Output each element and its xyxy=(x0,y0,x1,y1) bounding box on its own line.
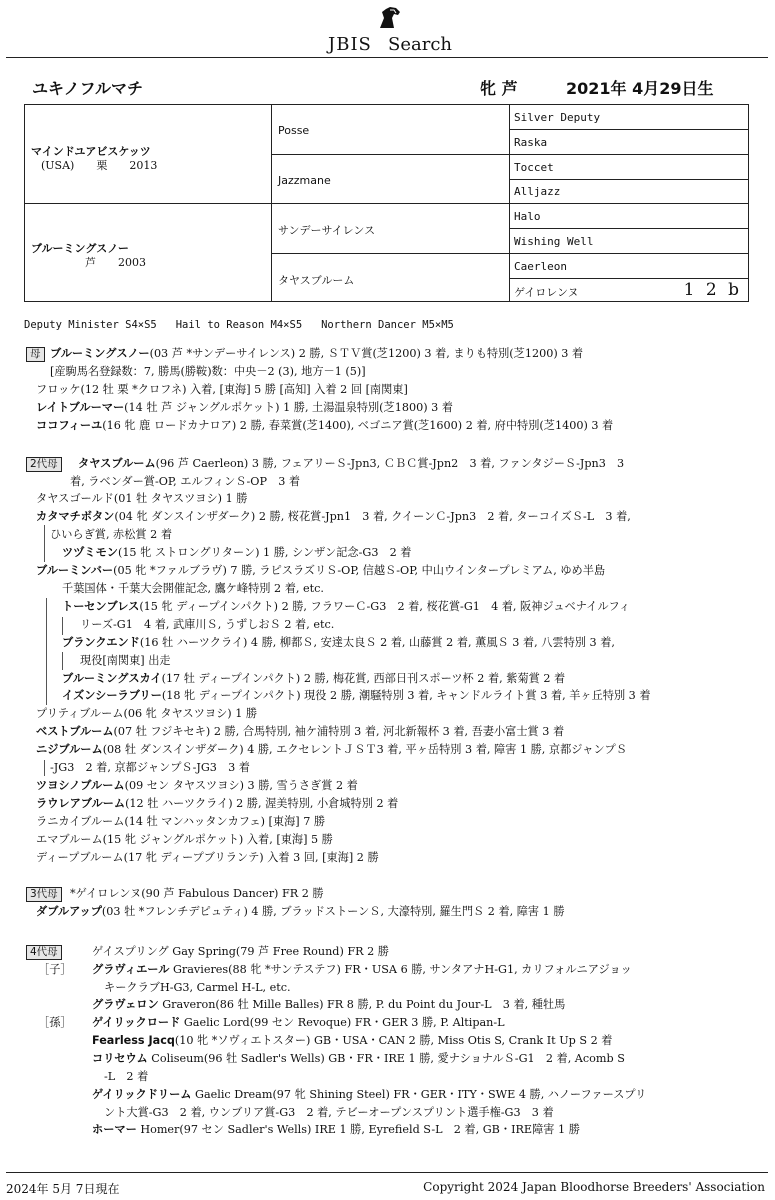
family-horse-record: 千葉国体・千葉大会開催記念, 鷹ケ峰特別 2 着, etc. xyxy=(62,582,324,595)
family-horse-record: (03 芦 *サンデーサイレンス) 2 勝, ＳＴＶ賞(芝1200) 3 着, まりも特別(芝1200) 3 着 xyxy=(149,347,584,360)
family-line xyxy=(36,510,631,524)
family-line xyxy=(62,582,324,596)
family-line xyxy=(36,851,379,865)
family-horse-record: ゲイスプリング Gay Spring(79 芦 Free Round) FR 2 勝 xyxy=(92,945,389,958)
family-line xyxy=(62,600,630,614)
family-horse-name[interactable]: レイトブルーマー xyxy=(36,401,125,414)
pedigree-gen3-cell xyxy=(510,279,748,302)
family-line xyxy=(36,779,358,793)
pedigree-gen3-cell xyxy=(510,155,748,180)
pedigree-gen3-name: Wishing Well xyxy=(514,235,594,248)
sire-name: マインドユアビスケッツ xyxy=(31,145,151,158)
family-line xyxy=(92,1052,625,1066)
family-horse-name[interactable]: ツヨシノブルーム xyxy=(36,779,125,792)
family-line xyxy=(80,618,334,632)
family-horse-record: タヤスゴールド(01 牡 タヤスツヨシ) 1 勝 xyxy=(36,492,248,505)
inbreeding-summary: Deputy Minister S4×S5 Hail to Reason M4×S5 Northern Dancer M5×M5 xyxy=(24,319,454,331)
family-line xyxy=(92,1088,646,1102)
horse-birth-date: 2021年 4月29日生 xyxy=(566,79,714,98)
family-horse-name[interactable]: ゲイリックロード xyxy=(92,1016,181,1029)
family-line xyxy=(36,815,325,829)
family-horse-record: *ゲイロレンヌ(90 芦 Fabulous Dancer) FR 2 勝 xyxy=(70,887,324,900)
family-line xyxy=(50,365,366,379)
family-line xyxy=(104,1070,148,1084)
family-horse-record: キークラブH-G3, Carmel H-L, etc. xyxy=(104,981,291,994)
family-horse-name[interactable]: ブランクエンド xyxy=(62,636,140,649)
family-line xyxy=(92,998,565,1012)
pedigree-gen2-name: Posse xyxy=(278,124,310,137)
family-line xyxy=(70,475,300,489)
family-line xyxy=(36,707,257,721)
family-horse-record: (17 牡 ディープインパクト) 2 勝, 梅花賞, 西部日刊スポーツ杯 2 着, 紫菊賞 2 着 xyxy=(161,672,566,685)
family-horse-record: -JG3 2 着, 京都ジャンプＳ-JG3 3 着 xyxy=(50,761,250,774)
family-horse-name[interactable]: カタマチボタン xyxy=(36,510,115,523)
pedigree-gen3-name: ゲイロレンヌ xyxy=(514,286,579,299)
dam-name: ブルーミングスノー xyxy=(31,242,129,255)
pedigree-gen3-name: Raska xyxy=(514,136,548,149)
family-line xyxy=(36,419,613,433)
family-line xyxy=(36,725,564,739)
pedigree-gen3-name: Caerleon xyxy=(514,260,567,273)
pedigree-gen3-name: Toccet xyxy=(514,161,554,174)
pedigree-gen3-name: Halo xyxy=(514,210,541,223)
family-line xyxy=(62,689,651,703)
pedigree-sire-cell xyxy=(25,105,272,204)
pedigree-gen3-cell xyxy=(510,229,748,254)
family-line xyxy=(80,654,171,668)
family-horse-record: リーズ-G1 4 着, 武庫川Ｓ, うずしおＳ 2 着, etc. xyxy=(80,618,335,631)
section-tag-fourth-dam: 4代母 xyxy=(26,945,62,960)
family-horse-record: (03 牡 *フレンチデピュティ) 4 勝, ブラッドストーンＳ, 大濠特別, 羅生門Ｓ 2 着, 障害 1 勝 xyxy=(101,905,565,918)
family-line xyxy=(36,383,408,397)
family-horse-record: -L 2 着 xyxy=(104,1070,149,1083)
indent-bar xyxy=(62,617,63,635)
family-horse-record: Gaelic Lord(99 セン Revoque) FR・GER 3 勝, P. Altipan-L xyxy=(180,1016,505,1029)
section-tag-second-dam: 2代母 xyxy=(26,457,62,472)
pedigree-gen3-cell xyxy=(510,130,748,155)
family-line xyxy=(104,981,291,995)
family-horse-record: 現役[南関東] 出走 xyxy=(80,654,171,667)
family-horse-record: (16 牡 ハーツクライ) 4 勝, 柳都Ｓ, 安達太良Ｓ 2 着, 山藤賞 2 着, 薫風Ｓ 3 着, 八雲特別 3 着, xyxy=(139,636,615,649)
family-line xyxy=(92,1123,580,1137)
family-line xyxy=(104,1106,554,1120)
family-line xyxy=(36,797,398,811)
family-horse-name[interactable]: ココフィーユ xyxy=(36,419,103,432)
pedigree-gen3-cell xyxy=(510,254,748,279)
family-horse-record: Gravieres(88 牝 *サンテステフ) FR・USA 6 勝, サンタアナH-G1, カリフォルニアジョッ xyxy=(169,963,632,976)
family-horse-record: (14 牡 芦 ジャングルポケット) 1 勝, 土湯温泉特別(芝1800) 3 着 xyxy=(124,401,453,414)
family-horse-record: (09 セン タヤスツヨシ) 3 勝, 雪うさぎ賞 2 着 xyxy=(124,779,358,792)
family-line xyxy=(70,887,324,901)
indent-bar xyxy=(46,598,47,705)
indent-bar xyxy=(44,525,45,562)
header-divider xyxy=(6,57,768,58)
pedigree-table xyxy=(24,104,749,302)
family-line xyxy=(62,636,615,650)
family-horse-record: (18 牝 ディープインパクト) 現役 2 勝, 潮騒特別 3 着, キャンドルライト賞 3 着, 羊ヶ丘特別 3 着 xyxy=(161,689,651,702)
family-horse-name[interactable]: ゲイリックドリーム xyxy=(92,1088,192,1101)
family-horse-name[interactable]: タヤスブルーム xyxy=(78,457,156,470)
family-horse-record: ひいらぎ賞, 赤松賞 2 着 xyxy=(50,528,173,541)
family-horse-name[interactable]: グラヴェロン xyxy=(92,998,159,1011)
family-line xyxy=(62,672,565,686)
pedigree-gen2-cell xyxy=(272,254,510,302)
copyright: Copyright 2024 Japan Bloodhorse Breeders' Association xyxy=(423,1180,765,1194)
family-horse-record: (16 牝 鹿 ロードカナロア) 2 勝, 春菜賞(芝1400), ベゴニア賞(芝1600) 2 着, 府中特別(芝1400) 3 着 xyxy=(102,419,614,432)
family-horse-name[interactable]: ツヅミモン xyxy=(62,546,118,559)
family-horse-record: (08 牡 ダンスインザダーク) 4 勝, エクセレントＪＳＴ3 着, 平ヶ岳特別 3 着, 障害 1 勝, 京都ジャンプＳ xyxy=(102,743,628,756)
jbis-search-logo[interactable] xyxy=(328,6,463,54)
family-horse-record: Coliseum(96 牡 Sadler's Wells) GB・FR・IRE 1 勝, 愛ナショナルＳ-G1 2 着, Acomb S xyxy=(147,1052,625,1065)
pedigree-gen3-cell xyxy=(510,180,748,204)
family-horse-record: Gaelic Dream(97 牝 Shining Steel) FR・GER・ITY・SWE 4 勝, ハノーファースプリ xyxy=(191,1088,647,1101)
family-horse-record: [産駒馬名登録数：7, 勝馬(勝鞍)数：中央－2 (3), 地方－1 (5)] xyxy=(50,365,366,378)
pedigree-gen3-name: Silver Deputy xyxy=(514,111,601,124)
pedigree-gen2-cell xyxy=(272,204,510,254)
indent-bar xyxy=(44,760,45,776)
family-number: 1 2 b xyxy=(683,280,742,300)
sire-info: (USA) 栗 2013 xyxy=(41,159,158,172)
horse-sex-color: 牝 芦 xyxy=(480,79,518,98)
family-horse-record: プリティブルーム(06 牝 タヤスツヨシ) 1 勝 xyxy=(36,707,258,720)
family-horse-name[interactable]: ベストブルーム xyxy=(36,725,114,738)
family-line xyxy=(92,1016,505,1030)
family-line xyxy=(78,457,624,471)
family-horse-name[interactable]: ラウレアブルーム xyxy=(36,797,126,810)
pedigree-dam-cell xyxy=(25,204,272,302)
family-horse-record: (12 牡 ハーツクライ) 2 勝, 渥美特別, 小倉城特別 2 着 xyxy=(125,797,399,810)
family-horse-record: ラニカイブルーム(14 牡 マンハッタンカフェ) [東海] 7 勝 xyxy=(36,815,326,828)
family-horse-record: (15 牝 ストロングリターン) 1 勝, シンザン記念-G3 2 着 xyxy=(117,546,412,559)
family-horse-record: (15 牝 ディープインパクト) 2 勝, フラワーＣ-G3 2 着, 桜花賞-G1 4 着, 阪神ジュベナイルフィ xyxy=(139,600,631,613)
offspring-tag: ［子］ xyxy=(38,963,72,976)
family-line xyxy=(50,347,583,361)
pedigree-gen2-name: タヤスブルーム xyxy=(278,274,355,287)
family-horse-record: ント大賞-G3 2 着, ウンブリア賞-G3 2 着, テビーオープンスプリント選手権-G3 3 着 xyxy=(104,1106,554,1119)
family-line xyxy=(36,401,453,415)
family-horse-name[interactable]: ホーマー xyxy=(92,1123,137,1136)
pedigree-gen2-name: サンデーサイレンス xyxy=(278,224,376,237)
family-horse-record: Homer(97 セン Sadler's Wells) IRE 1 勝, Eyrefield S-L 2 着, GB・IRE障害 1 勝 xyxy=(136,1123,580,1136)
family-line xyxy=(36,833,333,847)
family-horse-record: エマブルーム(15 牝 ジャングルポケット) 入着, [東海] 5 勝 xyxy=(36,833,333,846)
section-tag-dam: 母 xyxy=(26,347,45,362)
family-horse-record: (96 芦 Caerleon) 3 勝, フェアリーＳ-Jpn3, ＣＢＣ賞-Jpn2 3 着, ファンタジーＳ-Jpn3 3 xyxy=(155,457,625,470)
grandchild-tag: ［孫］ xyxy=(38,1016,72,1029)
family-horse-record: フロッケ(12 牡 栗 *クロフネ) 入着, [東海] 5 勝 [高知] 入着 2 回 [南関東] xyxy=(36,383,408,396)
family-horse-record: 着, ラベンダー賞-OP, エルフィンＳ-OP 3 着 xyxy=(70,475,301,488)
family-horse-record: (04 牝 ダンスインザダーク) 2 勝, 桜花賞-Jpn1 3 着, クイーンＣ-Jpn3 2 着, ターコイズＳ-L 3 着, xyxy=(114,510,631,523)
pedigree-gen3-cell xyxy=(510,204,748,229)
family-horse-name[interactable]: ブルーミングスカイ xyxy=(62,672,162,685)
family-horse-name[interactable]: Fearless Jacq xyxy=(92,1034,175,1047)
pedigree-gen2-cell xyxy=(272,105,510,155)
family-horse-name[interactable]: グラヴィエール xyxy=(92,963,170,976)
family-horse-record: (05 牝 *ファルブラヴ) 7 勝, ラピスラズリＳ-OP, 信越Ｓ-OP, 中山ウインタープレミアム, ゆめ半島 xyxy=(113,564,606,577)
family-line xyxy=(50,761,250,775)
horse-head-icon xyxy=(376,6,404,30)
family-horse-record: (07 牡 フジキセキ) 2 勝, 合馬特別, 袖ケ浦特別 3 着, 河北新報杯 3 着, 吾妻小富士賞 3 着 xyxy=(113,725,565,738)
family-horse-record: (10 牝 *ソヴィエトスター) GB・USA・CAN 2 勝, Miss Otis S, Crank It Up S 2 着 xyxy=(174,1034,613,1047)
family-horse-name[interactable]: ダブルアップ xyxy=(36,905,102,918)
logo-jbis-text: JBIS xyxy=(328,34,372,55)
as-of-date: 2024年 5月 7日現在 xyxy=(6,1182,120,1196)
family-line xyxy=(36,492,247,506)
pedigree-gen3-cell xyxy=(510,105,748,130)
family-horse-record: ディープブルーム(17 牝 ディープブリランテ) 入着 3 回, [東海] 2 勝 xyxy=(36,851,379,864)
family-horse-name[interactable]: イズンシーラブリー xyxy=(62,689,162,702)
family-horse-name[interactable]: ブルーミンバー xyxy=(36,564,114,577)
pedigree-gen2-name: Jazzmane xyxy=(278,174,331,187)
family-line xyxy=(36,905,565,919)
section-tag-third-dam: 3代母 xyxy=(26,887,62,902)
family-horse-record: Graveron(86 牡 Mille Balles) FR 8 勝, P. du Point du Jour-L 3 着, 種牡馬 xyxy=(158,998,566,1011)
logo-search-text: Search xyxy=(388,34,452,55)
dam-info: 芦 2003 xyxy=(41,256,146,269)
pedigree-gen3-name: Alljazz xyxy=(514,185,561,198)
family-line xyxy=(50,528,172,542)
family-line xyxy=(92,1034,612,1048)
family-horse-name[interactable]: ブルーミングスノー xyxy=(50,347,150,360)
footer-divider xyxy=(6,1172,768,1173)
family-line xyxy=(62,546,412,560)
family-line xyxy=(36,564,605,578)
pedigree-gen2-cell xyxy=(272,155,510,204)
indent-bar xyxy=(62,652,63,670)
family-line xyxy=(92,945,389,959)
family-horse-name[interactable]: トーセンブレス xyxy=(62,600,140,613)
family-horse-name[interactable]: ニジブルーム xyxy=(36,743,103,756)
family-horse-name[interactable]: コリセウム xyxy=(92,1052,148,1065)
horse-name: ユキノフルマチ xyxy=(32,79,144,98)
family-line xyxy=(36,743,627,757)
family-line xyxy=(92,963,632,977)
